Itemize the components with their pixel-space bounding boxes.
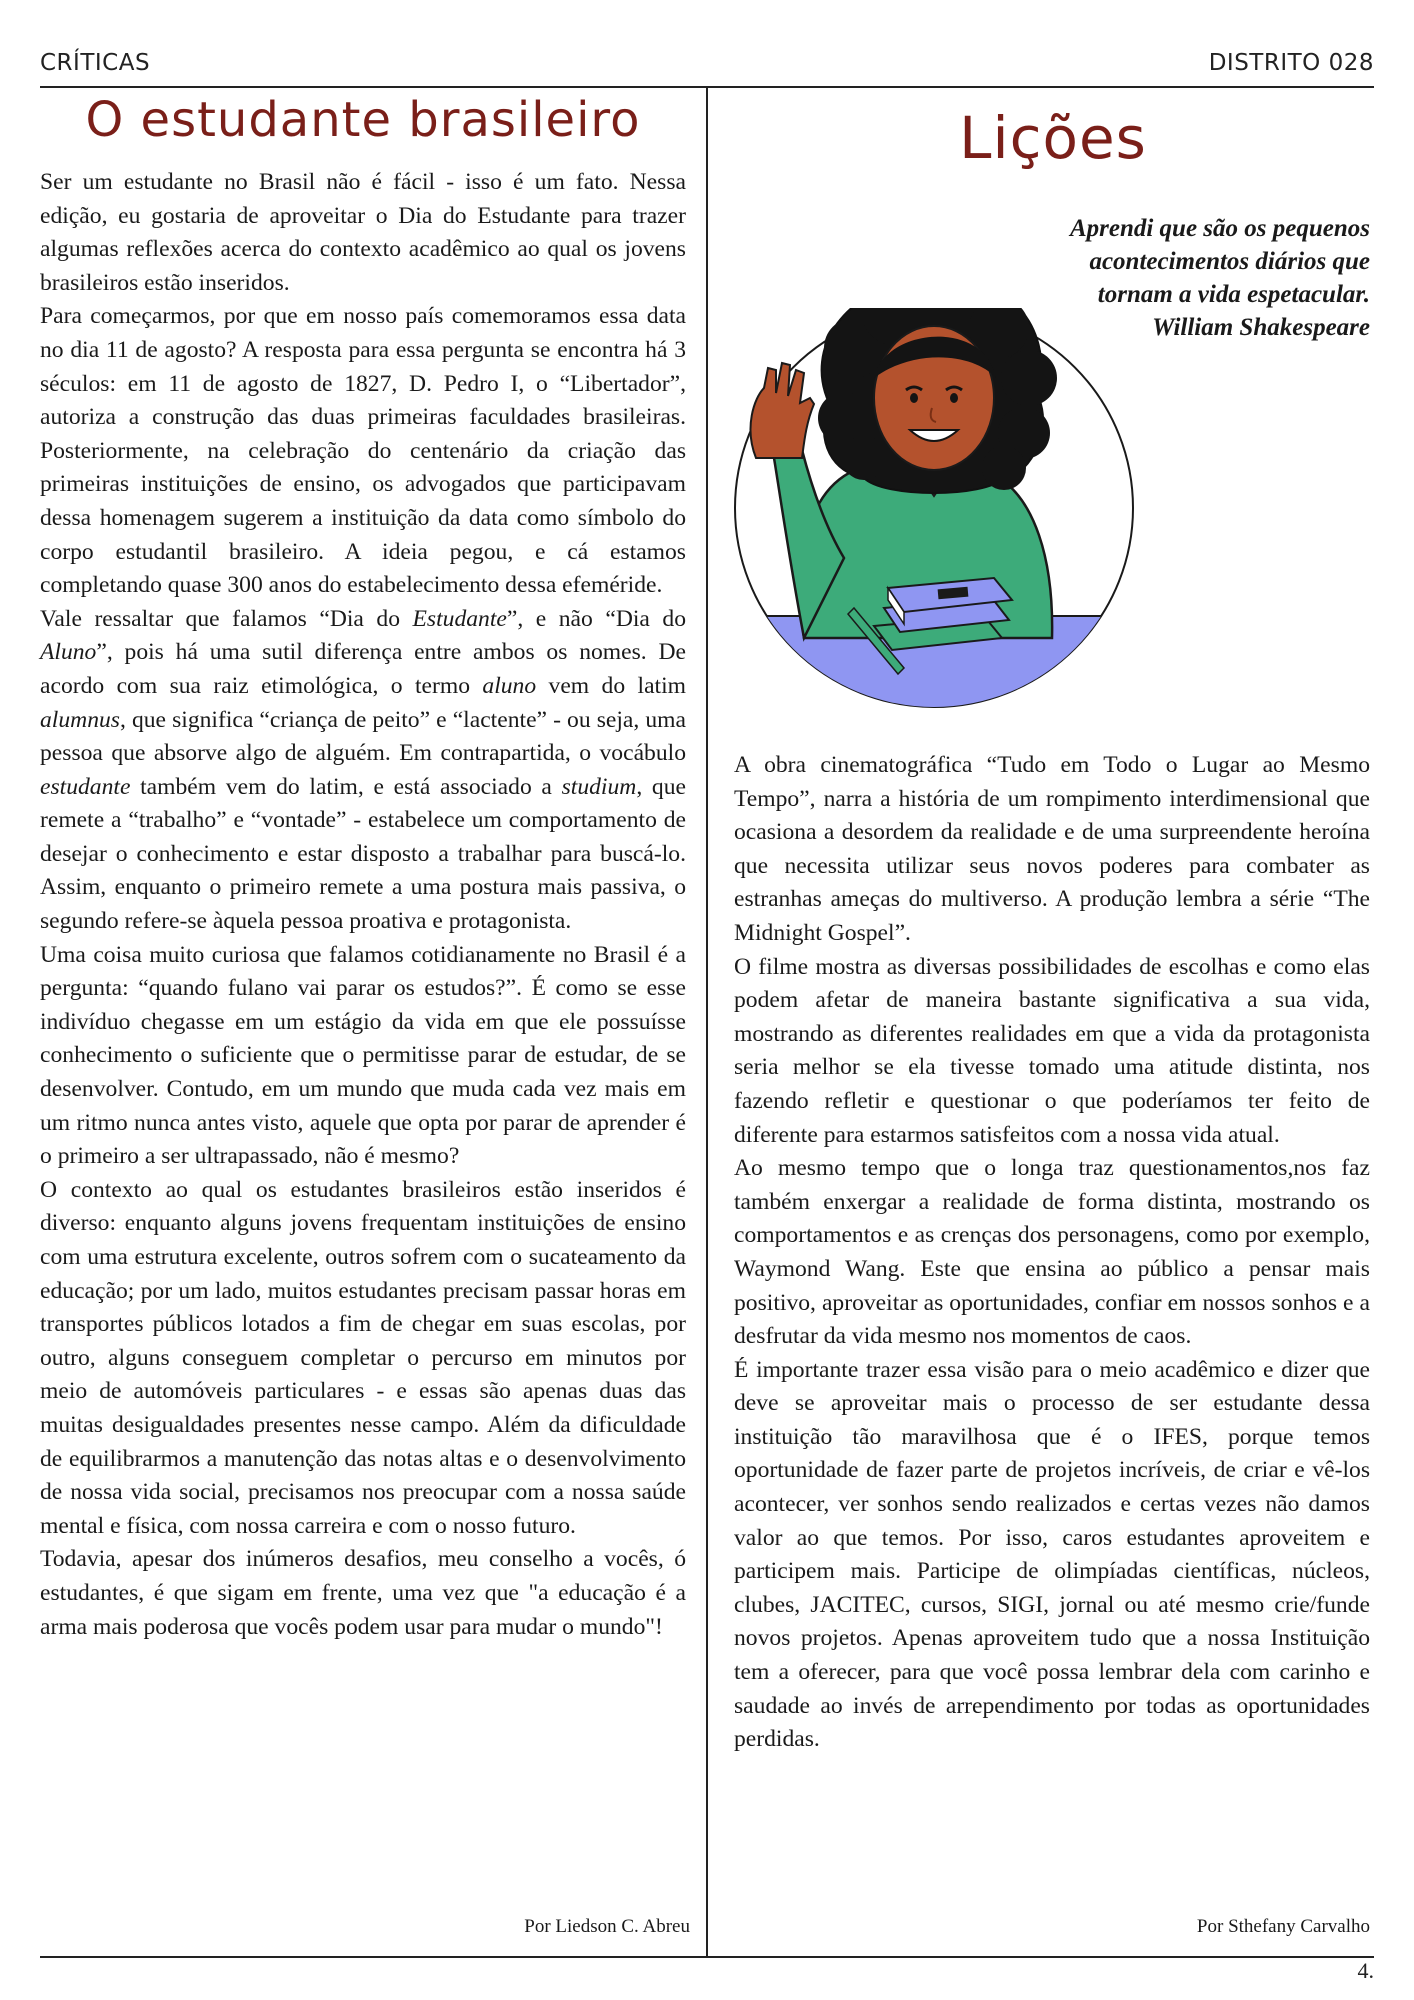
paragraph: É importante trazer essa visão para o meio acadêmico e dizer que deve se aproveitar mais o processo de ser estudante dessa instituição tão maravilhosa que é o IFES, porque temos oportunidade de fazer parte de projetos incríveis, de criar e vê-los acontecer, ver sonhos sendo realizados e certas vezes não damos valor ao que temos. Por isso, caros estudantes aproveitem e participem mais. Participe de olimpíadas científicas, núcleos, clubes, JACITEC, cursos, SIGI, jornal ou até mesmo crie/funde novos projetos. Apenas aproveitem tudo que a nossa Instituição tem a oferecer, para que você possa lembrar dela com carinho e saudade ao invés de arrependimento por todas as oportunidades perdidas. bbox=[734, 1356, 1370, 1753]
student-waving-with-books-illustration bbox=[734, 308, 1134, 708]
paragraph: Ao mesmo tempo que o longa traz questionamentos,nos faz também enxergar a realidade de forma distinta, mostrando os comportamentos e as crenças dos personagens, como por exemplo, Waymond Wang. Este que ensina ao público a pensar mais positivo, aproveitar as oportunidades, confiar em nossos sonhos e a desfrutar da vida mesmo nos momentos de caos. bbox=[734, 1155, 1370, 1350]
page-number: 4. bbox=[1357, 1958, 1374, 1983]
left-article-body bbox=[40, 166, 686, 1644]
bottom-divider bbox=[40, 1956, 1374, 1958]
section-label: CRÍTICAS bbox=[40, 50, 151, 76]
paragraph: A obra cinematográfica “Tudo em Todo o Lugar ao Mesmo Tempo”, narra a história de um rompimento interdimensional que ocasiona a desordem da realidade e de uma surpreendente heroína que necessita utilizar seus novos poderes para combater as estranhas ameças do multiverso. A produção lembra a série “The Midnight Gospel”. bbox=[734, 752, 1370, 946]
quote-line: acontecimentos diários que bbox=[1089, 248, 1370, 275]
paragraph: Ser um estudante no Brasil não é fácil - isso é um fato. Nessa edição, eu gostaria de aproveitar o Dia do Estudante para trazer algumas reflexões acerca do contexto acadêmico ao qual os jovens brasileiros estão inseridos. bbox=[40, 169, 686, 296]
quote-line: tornam a vida espetacular. bbox=[1097, 281, 1370, 308]
left-article-byline: Por Liedson C. Abreu bbox=[524, 1916, 690, 1937]
paragraph: O filme mostra as diversas possibilidades de escolhas e como elas podem afetar de maneira bastante significativa a sua vida, mostrando as diferentes realidades em que a vida da protagonista seria melhor se ela tivesse tomado uma atitude distinta, nos fazendo refletir e questionar o que poderíamos ter feito de diferente para estarmos satisfeitos com a nossa vida atual. bbox=[734, 953, 1370, 1148]
paragraph: Vale ressaltar que falamos “Dia do Estudante”, e não “Dia do Aluno”, pois há uma sutil diferença entre ambos os nomes. De acordo com sua raiz etimológica, o termo aluno vem do latim alumnus, que significa “criança de peito” e “lactente” - ou seja, uma pessoa que absorve algo de alguém. Em contrapartida, o vocábulo estudante também vem do latim, e está associado a studium, que remete a “trabalho” e “vontade” - estabelece um comportamento de desejar o conhecimento e estar disposto a trabalhar para buscá-lo. Assim, enquanto o primeiro remete a uma postura mais passiva, o segundo refere-se àquela pessoa proativa e protagonista. bbox=[40, 605, 687, 935]
column-divider bbox=[706, 88, 708, 1956]
left-article-title: O estudante brasileiro bbox=[85, 92, 641, 148]
issue-label: DISTRITO 028 bbox=[1208, 50, 1374, 76]
paragraph: Uma coisa muito curiosa que falamos cotidianamente no Brasil é a pergunta: “quando fulano vai parar os estudos?”. É como se esse indivíduo chegasse em um estágio da vida em que ele possuísse conhecimento o suficiente que o permitisse parar de estudar, de se desenvolver. Contudo, em um mundo que muda cada vez mais em um ritmo nunca antes visto, aquele que opta por parar de aprender é o primeiro a ser ultrapassado, não é mesmo? bbox=[40, 941, 686, 1170]
paragraph: O contexto ao qual os estudantes brasileiros estão inseridos é diverso: enquanto alguns jovens frequentam instituições de ensino com uma estrutura excelente, outros sofrem com o sucateamento da educação; por um lado, muitos estudantes precisam passar horas em transportes públicos lotados a fim de chegar em suas escolas, por outro, alguns conseguem completar o percurso em minutos por meio de automóveis particulares - e essas são apenas duas das muitas desigualdades presentes nesse campo. Além da dificuldade de equilibrarmos a manutenção das notas altas e o desenvolvimento de nossa vida social, precisamos nos preocupar com a nossa saúde mental e física, com nossa carreira e com o nosso futuro. bbox=[40, 1176, 686, 1539]
paragraph: Todavia, apesar dos inúmeros desafios, meu conselho a vocês, ó estudantes, é que sigam em frente, uma vez que "a educação é a arma mais poderosa que vocês podem usar para mudar o mundo"! bbox=[40, 1546, 686, 1640]
shakespeare-quote bbox=[940, 212, 1370, 344]
right-article-byline: Por Sthefany Carvalho bbox=[1196, 1916, 1370, 1937]
right-article-title: Lições bbox=[959, 104, 1147, 172]
right-article-body bbox=[734, 749, 1370, 1757]
paragraph: Para começarmos, por que em nosso país comemoramos essa data no dia 11 de agosto? A resposta para essa pergunta se encontra há 3 séculos: em 11 de agosto de 1827, D. Pedro I, o “Libertador”, autoriza a construção das duas primeiras faculdades brasileiras. Posteriormente, na celebração do centenário da criação das primeiras instituições de ensino, os advogados que participavam dessa homenagem sugerem a instituição da data como símbolo do corpo estudantil brasileiro. A ideia pegou, e cá estamos completando quase 300 anos do estabelecimento dessa efeméride. bbox=[40, 303, 686, 599]
quote-author: William Shakespeare bbox=[1152, 314, 1370, 341]
quote-line: Aprendi que são os pequenos bbox=[1069, 215, 1370, 242]
